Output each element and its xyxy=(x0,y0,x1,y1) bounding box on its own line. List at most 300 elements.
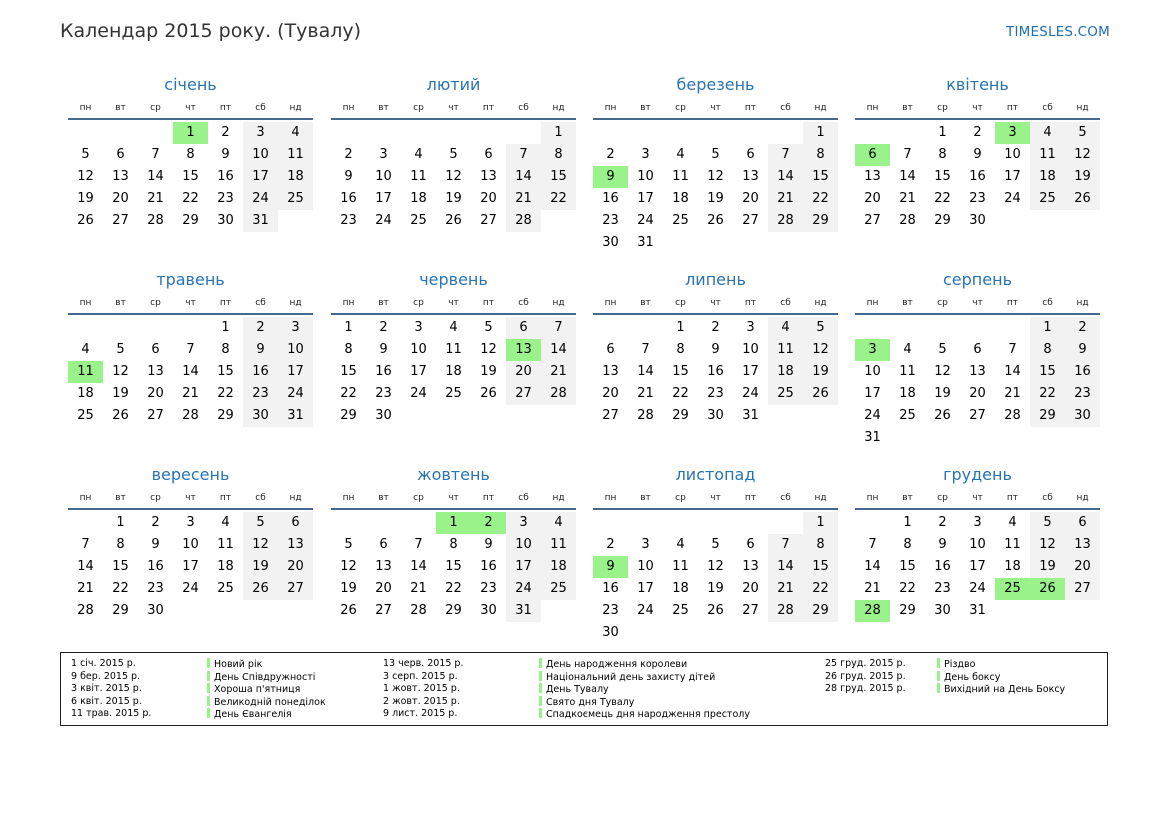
day-cell: 14 xyxy=(506,166,541,188)
day-cell: 13 xyxy=(480,169,497,184)
weekday-label: сб xyxy=(255,493,266,503)
holiday-day-cell: 9 xyxy=(593,556,628,578)
day-cell: 8 xyxy=(803,144,838,166)
day-cell: 27 xyxy=(147,408,164,423)
day-cell: 6 xyxy=(746,537,755,552)
legend-names-column xyxy=(207,658,326,721)
weekday-label: сб xyxy=(780,493,791,503)
day-cell: 26 xyxy=(445,213,462,228)
day-cell: 2 xyxy=(151,515,160,530)
day-grid xyxy=(331,122,576,232)
day-cell: 13 xyxy=(969,364,986,379)
holiday-marker-icon xyxy=(207,658,210,668)
day-cell: 15 xyxy=(803,166,838,188)
weekday-header xyxy=(68,102,313,120)
day-cell: 1 xyxy=(116,515,125,530)
day-cell: 4 xyxy=(221,515,230,530)
weekday-label: вт xyxy=(640,103,651,113)
day-cell: 3 xyxy=(243,122,278,144)
day-cell: 19 xyxy=(707,191,724,206)
weekday-label: сб xyxy=(255,103,266,113)
day-cell: 12 xyxy=(243,534,278,556)
empty-cell xyxy=(698,122,733,144)
weekday-label: пн xyxy=(604,493,617,503)
day-cell: 3 xyxy=(278,317,313,339)
day-cell: 23 xyxy=(1065,383,1100,405)
day-cell: 10 xyxy=(243,144,278,166)
day-cell: 13 xyxy=(864,169,881,184)
legend-holiday-name: Свято дня Тувалу xyxy=(546,696,635,708)
day-cell: 25 xyxy=(672,213,689,228)
month-5 xyxy=(68,269,313,427)
day-cell: 4 xyxy=(81,342,90,357)
day-cell: 28 xyxy=(506,210,541,232)
legend-dates-column xyxy=(383,658,463,721)
day-cell: 11 xyxy=(899,364,916,379)
day-cell: 12 xyxy=(1030,534,1065,556)
day-cell: 25 xyxy=(410,213,427,228)
holiday-marker-icon xyxy=(539,696,542,706)
empty-cell xyxy=(593,317,628,339)
day-grid xyxy=(68,512,313,622)
day-cell: 20 xyxy=(278,556,313,578)
weekday-label: пт xyxy=(482,103,495,113)
day-cell: 11 xyxy=(445,342,462,357)
legend-holiday xyxy=(937,658,1065,671)
day-cell: 4 xyxy=(414,147,423,162)
day-cell: 14 xyxy=(410,559,427,574)
legend-date: 1 жовт. 2015 р. xyxy=(383,683,460,695)
legend-date: 3 квіт. 2015 р. xyxy=(71,683,142,695)
day-cell: 16 xyxy=(217,169,234,184)
day-cell: 6 xyxy=(973,342,982,357)
day-cell: 24 xyxy=(410,386,427,401)
empty-cell xyxy=(768,512,803,534)
day-cell: 5 xyxy=(484,320,493,335)
holiday-day-cell: 28 xyxy=(855,600,890,622)
weekday-label: сб xyxy=(780,103,791,113)
day-cell: 12 xyxy=(340,559,357,574)
day-cell: 15 xyxy=(112,559,129,574)
day-cell: 28 xyxy=(768,210,803,232)
day-cell: 5 xyxy=(81,147,90,162)
day-cell: 27 xyxy=(864,213,881,228)
weekday-label: нд xyxy=(814,493,827,503)
day-cell: 7 xyxy=(903,147,912,162)
day-cell: 15 xyxy=(340,364,357,379)
day-cell: 15 xyxy=(1030,361,1065,383)
day-cell: 16 xyxy=(340,191,357,206)
weekday-label: сб xyxy=(780,298,791,308)
day-cell: 2 xyxy=(711,320,720,335)
day-cell: 18 xyxy=(541,556,576,578)
day-cell: 24 xyxy=(1004,191,1021,206)
holiday-day-cell: 9 xyxy=(593,166,628,188)
day-cell: 30 xyxy=(243,405,278,427)
day-cell: 14 xyxy=(147,169,164,184)
weekday-label: пт xyxy=(482,493,495,503)
weekday-label: пт xyxy=(219,103,232,113)
legend-dates-column xyxy=(825,658,906,696)
day-cell: 20 xyxy=(375,581,392,596)
day-cell: 26 xyxy=(934,408,951,423)
month-name: вересень xyxy=(151,465,230,484)
weekday-label: сб xyxy=(255,298,266,308)
day-cell: 26 xyxy=(480,386,497,401)
day-cell: 23 xyxy=(934,581,951,596)
day-cell: 18 xyxy=(1030,166,1065,188)
legend-holiday-name: День Тувалу xyxy=(546,684,609,696)
day-cell: 19 xyxy=(243,556,278,578)
day-cell: 14 xyxy=(864,559,881,574)
month-name: серпень xyxy=(943,270,1012,289)
empty-cell xyxy=(68,512,103,534)
weekday-header xyxy=(68,297,313,315)
weekday-header xyxy=(855,297,1100,315)
month-6 xyxy=(331,269,576,427)
weekday-label: ср xyxy=(937,298,948,308)
day-cell: 22 xyxy=(217,386,234,401)
day-cell: 28 xyxy=(147,213,164,228)
day-cell: 27 xyxy=(112,213,129,228)
day-cell: 13 xyxy=(1065,534,1100,556)
day-cell: 17 xyxy=(969,559,986,574)
day-cell: 26 xyxy=(707,213,724,228)
weekday-header xyxy=(593,492,838,510)
day-cell: 24 xyxy=(243,188,278,210)
day-cell: 18 xyxy=(1004,559,1021,574)
day-cell: 18 xyxy=(672,581,689,596)
weekday-label: пт xyxy=(482,298,495,308)
legend-holiday xyxy=(539,671,750,684)
day-cell: 13 xyxy=(602,364,619,379)
day-cell: 8 xyxy=(344,342,353,357)
day-cell: 12 xyxy=(707,559,724,574)
holiday-day-cell: 1 xyxy=(436,512,471,534)
day-cell: 16 xyxy=(707,364,724,379)
day-cell: 29 xyxy=(182,213,199,228)
day-cell: 24 xyxy=(637,213,654,228)
empty-cell xyxy=(68,122,103,144)
legend-holiday-name: Національний день захисту дітей xyxy=(546,671,716,683)
weekday-label: ср xyxy=(150,103,161,113)
day-cell: 3 xyxy=(641,537,650,552)
weekday-label: нд xyxy=(552,298,565,308)
day-cell: 1 xyxy=(344,320,353,335)
empty-cell xyxy=(436,122,471,144)
day-cell: 22 xyxy=(672,386,689,401)
day-cell: 15 xyxy=(934,169,951,184)
legend-date: 11 трав. 2015 р. xyxy=(71,708,152,720)
day-cell: 3 xyxy=(414,320,423,335)
day-cell: 8 xyxy=(116,537,125,552)
empty-cell xyxy=(628,317,663,339)
weekday-label: вт xyxy=(378,493,389,503)
weekday-header xyxy=(331,492,576,510)
day-cell: 17 xyxy=(637,191,654,206)
day-cell: 3 xyxy=(746,320,755,335)
empty-cell xyxy=(925,317,960,339)
weekday-label: нд xyxy=(814,103,827,113)
empty-cell xyxy=(995,317,1030,339)
day-cell: 16 xyxy=(602,581,619,596)
weekday-label: вт xyxy=(902,493,913,503)
weekday-header xyxy=(331,102,576,120)
day-cell: 14 xyxy=(768,166,803,188)
day-cell: 22 xyxy=(899,581,916,596)
month-name: квітень xyxy=(946,75,1009,94)
day-cell: 26 xyxy=(1065,188,1100,210)
day-cell: 4 xyxy=(541,512,576,534)
day-cell: 12 xyxy=(1065,144,1100,166)
day-cell: 28 xyxy=(1004,408,1021,423)
empty-cell xyxy=(103,122,138,144)
empty-cell xyxy=(366,512,401,534)
legend-holiday-name: День Співдружності xyxy=(214,671,316,683)
day-cell: 11 xyxy=(1030,144,1065,166)
day-cell: 24 xyxy=(182,581,199,596)
day-cell: 18 xyxy=(672,191,689,206)
day-cell: 12 xyxy=(707,169,724,184)
weekday-header xyxy=(593,102,838,120)
day-cell: 15 xyxy=(672,364,689,379)
day-cell: 6 xyxy=(116,147,125,162)
legend-holiday xyxy=(937,671,1065,684)
weekday-label: пт xyxy=(744,103,757,113)
legend-date: 28 груд. 2015 р. xyxy=(825,683,906,695)
holiday-marker-icon xyxy=(207,708,210,718)
day-cell: 27 xyxy=(742,603,759,618)
empty-cell xyxy=(506,122,541,144)
day-cell: 1 xyxy=(541,122,576,144)
day-cell: 19 xyxy=(480,364,497,379)
weekday-header xyxy=(68,492,313,510)
month-11 xyxy=(593,464,838,644)
legend-date: 1 січ. 2015 р. xyxy=(71,658,136,669)
day-cell: 7 xyxy=(868,537,877,552)
empty-cell xyxy=(628,512,663,534)
day-cell: 27 xyxy=(480,213,497,228)
weekday-label: пт xyxy=(219,493,232,503)
day-cell: 22 xyxy=(445,581,462,596)
day-cell: 10 xyxy=(1004,147,1021,162)
day-cell: 31 xyxy=(637,235,654,250)
month-name: січень xyxy=(164,75,217,94)
holiday-marker-icon xyxy=(539,683,542,693)
day-cell: 10 xyxy=(506,534,541,556)
site-link[interactable]: TIMESLES.COM xyxy=(1006,24,1110,40)
weekday-label: чт xyxy=(710,298,721,308)
empty-cell xyxy=(768,122,803,144)
day-cell: 6 xyxy=(606,342,615,357)
legend-date: 3 серп. 2015 р. xyxy=(383,670,458,682)
legend-holiday xyxy=(207,658,326,671)
month-name: червень xyxy=(419,270,488,289)
weekday-label: вт xyxy=(115,493,126,503)
day-cell: 30 xyxy=(375,408,392,423)
day-cell: 21 xyxy=(899,191,916,206)
day-cell: 26 xyxy=(112,408,129,423)
day-cell: 2 xyxy=(379,320,388,335)
weekday-label: вт xyxy=(378,103,389,113)
day-cell: 17 xyxy=(742,364,759,379)
weekday-label: ср xyxy=(413,103,424,113)
holiday-marker-icon xyxy=(937,671,940,681)
day-cell: 28 xyxy=(182,408,199,423)
day-cell: 29 xyxy=(672,408,689,423)
day-cell: 14 xyxy=(1004,364,1021,379)
weekday-label: ср xyxy=(675,493,686,503)
day-cell: 3 xyxy=(506,512,541,534)
holiday-day-cell: 3 xyxy=(995,122,1030,144)
day-cell: 23 xyxy=(707,386,724,401)
day-cell: 7 xyxy=(506,144,541,166)
holiday-legend xyxy=(60,652,1108,726)
day-cell: 9 xyxy=(1065,339,1100,361)
day-cell: 20 xyxy=(1065,556,1100,578)
legend-holiday xyxy=(207,683,326,696)
legend-date: 25 груд. 2015 р. xyxy=(825,658,906,669)
month-name: липень xyxy=(685,270,746,289)
empty-cell xyxy=(401,512,436,534)
day-cell: 9 xyxy=(151,537,160,552)
legend-holiday-name: День народження королеви xyxy=(546,659,688,670)
day-cell: 23 xyxy=(969,191,986,206)
day-cell: 28 xyxy=(899,213,916,228)
day-cell: 25 xyxy=(541,578,576,600)
day-cell: 1 xyxy=(221,320,230,335)
holiday-day-cell: 3 xyxy=(855,339,890,361)
day-cell: 20 xyxy=(112,191,129,206)
day-cell: 26 xyxy=(340,603,357,618)
month-7 xyxy=(593,269,838,427)
day-cell: 4 xyxy=(278,122,313,144)
day-cell: 17 xyxy=(375,191,392,206)
page-title: Календар 2015 року. (Тувалу) xyxy=(60,20,362,42)
day-cell: 29 xyxy=(803,600,838,622)
weekday-label: сб xyxy=(1042,298,1053,308)
day-cell: 1 xyxy=(803,512,838,534)
day-cell: 11 xyxy=(217,537,234,552)
day-cell: 28 xyxy=(637,408,654,423)
day-cell: 6 xyxy=(484,147,493,162)
legend-holiday-name: Хороша п'ятниця xyxy=(214,684,301,696)
day-cell: 18 xyxy=(217,559,234,574)
weekday-label: чт xyxy=(448,103,459,113)
day-grid xyxy=(855,317,1100,449)
empty-cell xyxy=(68,317,103,339)
holiday-marker-icon xyxy=(539,708,542,718)
day-cell: 29 xyxy=(340,408,357,423)
day-cell: 30 xyxy=(480,603,497,618)
day-cell: 21 xyxy=(506,188,541,210)
day-cell: 5 xyxy=(116,342,125,357)
day-cell: 21 xyxy=(77,581,94,596)
legend-holiday xyxy=(539,658,750,671)
day-cell: 4 xyxy=(676,147,685,162)
day-cell: 31 xyxy=(864,430,881,445)
legend-holiday-name: Вихідний на День Боксу xyxy=(944,684,1066,696)
day-cell: 27 xyxy=(1065,578,1100,600)
day-cell: 9 xyxy=(379,342,388,357)
day-cell: 8 xyxy=(186,147,195,162)
day-grid xyxy=(593,122,838,254)
weekday-label: нд xyxy=(552,103,565,113)
day-cell: 16 xyxy=(480,559,497,574)
day-cell: 5 xyxy=(449,147,458,162)
day-cell: 1 xyxy=(803,122,838,144)
empty-cell xyxy=(855,122,890,144)
day-cell: 7 xyxy=(541,317,576,339)
day-cell: 23 xyxy=(602,213,619,228)
day-cell: 24 xyxy=(637,603,654,618)
day-cell: 28 xyxy=(768,600,803,622)
weekday-label: чт xyxy=(448,493,459,503)
month-9 xyxy=(68,464,313,622)
day-cell: 3 xyxy=(641,147,650,162)
day-cell: 22 xyxy=(112,581,129,596)
day-cell: 14 xyxy=(182,364,199,379)
day-cell: 10 xyxy=(278,339,313,361)
weekday-label: сб xyxy=(518,493,529,503)
day-cell: 27 xyxy=(742,213,759,228)
day-cell: 7 xyxy=(151,147,160,162)
empty-cell xyxy=(471,122,506,144)
empty-cell xyxy=(628,122,663,144)
day-cell: 20 xyxy=(602,386,619,401)
day-cell: 23 xyxy=(243,383,278,405)
day-cell: 31 xyxy=(742,408,759,423)
weekday-label: нд xyxy=(289,103,302,113)
weekday-label: ср xyxy=(937,103,948,113)
day-cell: 15 xyxy=(445,559,462,574)
empty-cell xyxy=(366,122,401,144)
day-cell: 27 xyxy=(375,603,392,618)
empty-cell xyxy=(331,122,366,144)
day-cell: 7 xyxy=(1008,342,1017,357)
day-cell: 24 xyxy=(506,578,541,600)
day-cell: 22 xyxy=(1030,383,1065,405)
day-cell: 19 xyxy=(707,581,724,596)
day-cell: 21 xyxy=(768,188,803,210)
day-cell: 11 xyxy=(1004,537,1021,552)
day-cell: 30 xyxy=(217,213,234,228)
legend-holiday-name: Спадкоємець дня народження престолу xyxy=(546,709,750,721)
day-cell: 15 xyxy=(217,364,234,379)
day-cell: 20 xyxy=(969,386,986,401)
weekday-label: сб xyxy=(1042,103,1053,113)
day-cell: 18 xyxy=(278,166,313,188)
weekday-label: вт xyxy=(902,298,913,308)
holiday-day-cell: 13 xyxy=(506,339,541,361)
weekday-label: вт xyxy=(640,493,651,503)
day-cell: 19 xyxy=(340,581,357,596)
day-cell: 18 xyxy=(899,386,916,401)
day-cell: 21 xyxy=(637,386,654,401)
day-cell: 4 xyxy=(1030,122,1065,144)
empty-cell xyxy=(103,317,138,339)
month-name: жовтень xyxy=(417,465,490,484)
day-cell: 27 xyxy=(278,578,313,600)
empty-cell xyxy=(138,317,173,339)
legend-date: 6 квіт. 2015 р. xyxy=(71,695,142,707)
day-cell: 11 xyxy=(672,559,689,574)
legend-holiday-name: Великодній понеділок xyxy=(214,696,326,708)
day-cell: 2 xyxy=(606,537,615,552)
legend-names-column xyxy=(937,658,1065,696)
day-cell: 5 xyxy=(243,512,278,534)
month-1 xyxy=(68,74,313,232)
